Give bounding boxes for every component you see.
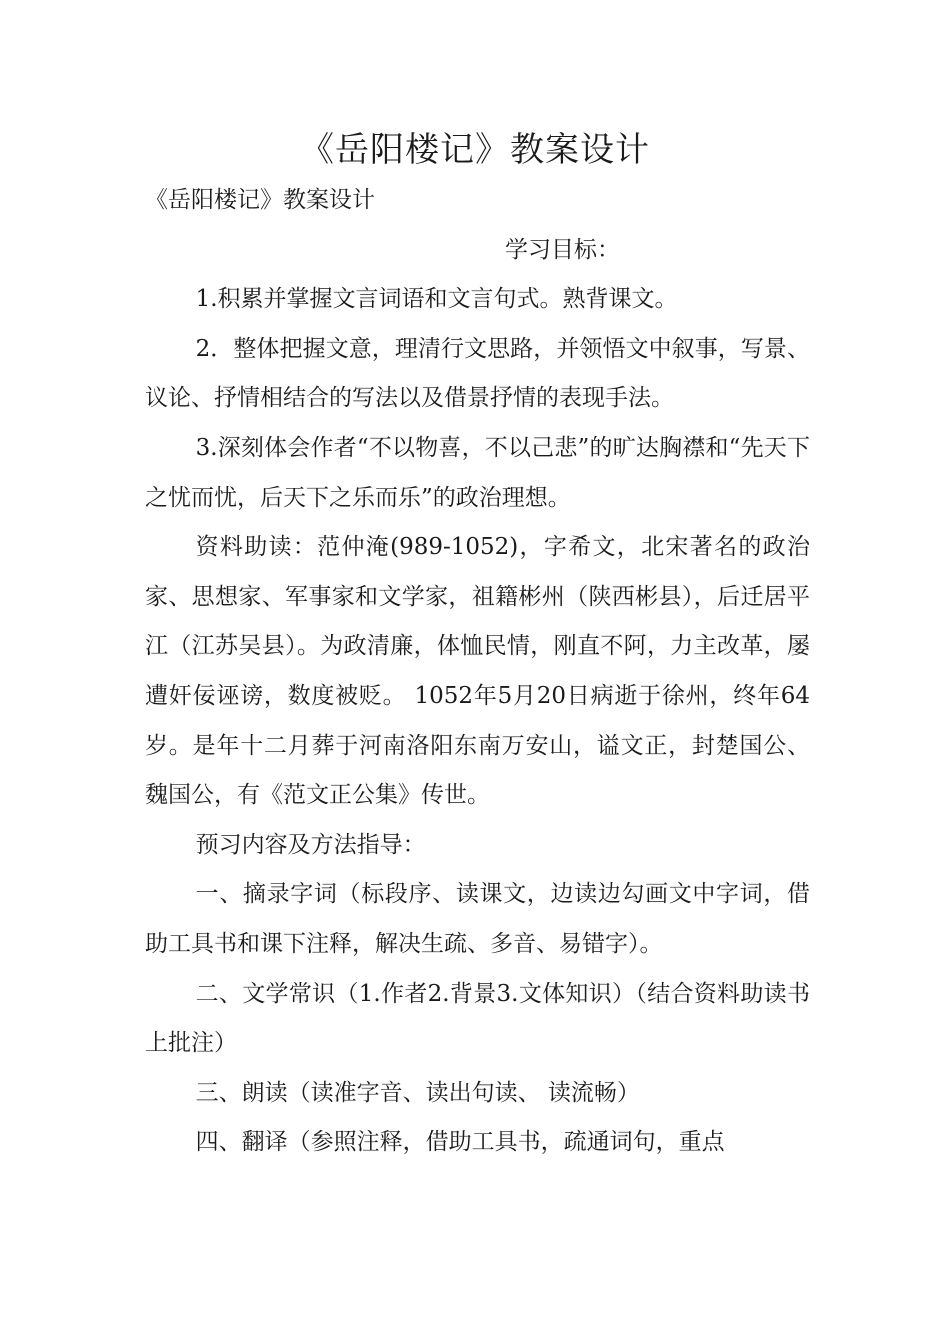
goals-heading: 学习目标： (505, 236, 620, 263)
document-subtitle: 《岳阳楼记》教案设计 (145, 187, 375, 213)
step-item-4: 四、翻译（参照注释，借助工具书，疏通词句，重点 (195, 1129, 725, 1156)
step-item-1: 一、摘录字词（标段序、读课文，边读边勾画文中字词，借助工具书和课下注释，解决生疏、多音、易错字）。 (145, 881, 810, 957)
goal-item-3: 3.深刻体会作者“不以物喜，不以己悲”的旷达胸襟和“先天下之忧而忧，后天下之乐而乐”的政治理想。 (145, 434, 810, 511)
document-title: 《岳阳楼记》教案设计 (300, 130, 650, 170)
document-body (145, 176, 810, 1168)
reading-material-paragraph: 资料助读：范仲淹(989-1052)，字希文，北宋著名的政治家、思想家、军事家和文学家，祖籍彬州（陕西彬县），后迁居平江（江苏吴县）。为政清廉，体恤民情，刚直不阿，力主改革，屡遭奸佞诬谤，数度被贬。 1052年5月20日病逝于徐州，终年64岁。是年十二月葬于河南洛阳东南万安山，谥文正，封楚国公、魏国公，有《范文正公集》传世。 (145, 534, 810, 809)
step-item-2: 二、文学常识（1.作者2.背景3.文体知识）（结合资料助读书上批注） (145, 980, 810, 1057)
guidance-heading: 预习内容及方法指导： (195, 831, 426, 858)
step-item-3: 三、朗读（读准字音、读出句读、 读流畅） (195, 1079, 640, 1106)
goal-item-2: 2．整体把握文意，理清行文思路，并领悟文中叙事，写景、议论、抒情相结合的写法以及借景抒情的表现手法。 (145, 335, 810, 412)
goal-item-1: 1.积累并掌握文言词语和文言句式。熟背课文。 (195, 286, 678, 313)
